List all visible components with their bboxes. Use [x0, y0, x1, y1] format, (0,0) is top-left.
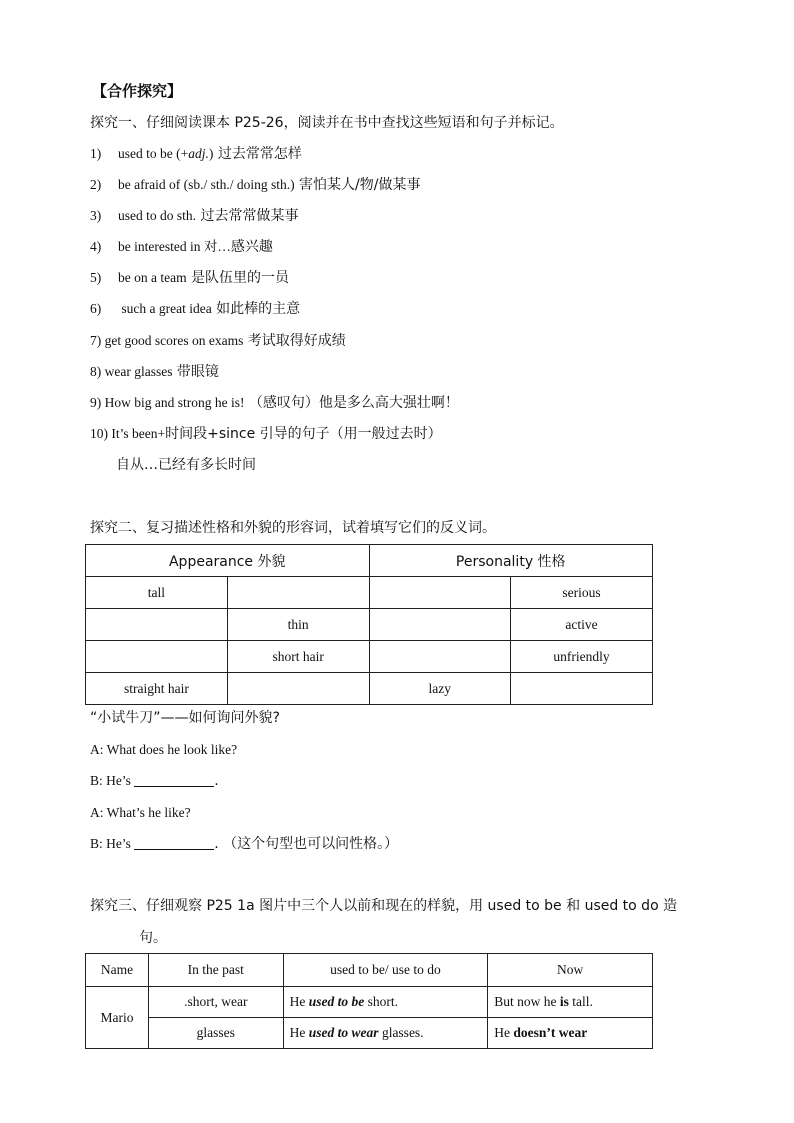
- phrase-number: 5): [90, 270, 102, 285]
- personality-header: Personality 性格: [369, 545, 653, 577]
- phrase-chinese: 时间段+since 引导的句子（用一般过去时）: [165, 426, 442, 442]
- table-cell: serious: [511, 577, 653, 609]
- table-cell: tall: [86, 577, 228, 609]
- dialog-text: A: What does he look like?: [90, 742, 238, 757]
- phrase-10-meaning: 自从…已经有多长时间: [116, 457, 256, 473]
- past-cell: glasses: [148, 1018, 283, 1049]
- dialog-tail: . （这个句型也可以问性格。）: [214, 836, 399, 852]
- table-row: [86, 1018, 653, 1049]
- phrase-english-italic: adj.: [188, 146, 209, 161]
- phrase-chinese: （感叹句）他是多么高大强壮啊！: [244, 395, 459, 411]
- phrase-item: [90, 144, 302, 164]
- phrase-english: 9) How big and strong he is!: [90, 395, 245, 410]
- table-cell: active: [511, 609, 653, 641]
- phrase-item: [90, 237, 273, 257]
- table-cell: straight hair: [86, 673, 228, 705]
- table-cell[interactable]: [227, 577, 369, 609]
- antonym-table: [85, 544, 653, 705]
- practice-title: “小试牛刀”——如何询问外貌?: [90, 710, 280, 726]
- phrase-number: 4): [90, 239, 102, 254]
- table-cell[interactable]: [369, 577, 511, 609]
- now-cell[interactable]: He doesn’t wear: [488, 1018, 653, 1049]
- phrase-number: 1): [90, 146, 102, 161]
- phrase-number: 3): [90, 208, 102, 223]
- dialog-line: [90, 740, 237, 760]
- table-row: [86, 987, 653, 1018]
- past-now-table: [85, 953, 653, 1049]
- table-row: [86, 641, 653, 673]
- phrase-chinese: 过去常常做某事: [196, 208, 299, 224]
- phrase-chinese: 是队伍里的一员: [186, 270, 290, 286]
- table-cell[interactable]: [227, 673, 369, 705]
- phrase-english: used to do sth.: [118, 208, 197, 223]
- appearance-header: Appearance 外貌: [86, 545, 370, 577]
- dialog-line: [90, 803, 191, 823]
- phrase-number: 6): [90, 301, 102, 316]
- answer-blank[interactable]: [134, 835, 214, 850]
- phrase-english: used to be (+: [118, 146, 189, 161]
- phrase-english: be interested in 对…: [118, 239, 231, 254]
- table-row: [86, 673, 653, 705]
- phrase-english: 8) wear glasses: [90, 364, 173, 379]
- name-header: Name: [86, 954, 149, 987]
- phrase-english: be afraid of (sb./ sth./ doing sth.): [118, 177, 295, 192]
- section2-title: 探究二、复习描述性格和外貌的形容词，试着填写它们的反义词。: [90, 520, 496, 536]
- section1-title: 探究一、仔细阅读课本 P25-26，阅读并在书中查找这些短语和句子并标记。: [90, 115, 564, 131]
- phrase-item: [90, 331, 346, 351]
- dialog-line: [90, 771, 219, 791]
- past-cell: .short, wear: [148, 987, 283, 1018]
- table-row: [86, 577, 653, 609]
- table-header-row: [86, 545, 653, 577]
- phrase-chinese: 过去常常怎样: [213, 146, 302, 162]
- phrase-item: [90, 393, 459, 413]
- used-to-cell: He used to be short.: [283, 987, 488, 1018]
- phrase-english: be on a team: [118, 270, 187, 285]
- now-cell: But now he is tall.: [488, 987, 653, 1018]
- phrase-number: 2): [90, 177, 102, 192]
- dialog-tail: .: [214, 773, 219, 789]
- phrase-chinese: 考试取得好成绩: [243, 333, 346, 349]
- table-cell: thin: [227, 609, 369, 641]
- phrase-item: [90, 268, 289, 288]
- table-cell[interactable]: [511, 673, 653, 705]
- table-cell: short hair: [227, 641, 369, 673]
- phrase-item: [90, 424, 442, 444]
- dialog-text: A: What’s he like?: [90, 805, 191, 820]
- dialog-line: [90, 834, 398, 854]
- name-cell: Mario: [86, 987, 149, 1049]
- answer-blank[interactable]: [134, 772, 214, 787]
- phrase-english: 7) get good scores on exams: [90, 333, 244, 348]
- dialog-text: B: He’s: [90, 773, 135, 788]
- phrase-chinese: 如此棒的主意: [211, 301, 301, 317]
- table-header-row: [86, 954, 653, 987]
- used-to-cell: He used to wear glasses.: [283, 1018, 488, 1049]
- phrase-english: such a great idea: [118, 301, 212, 316]
- phrase-item: [90, 299, 300, 319]
- phrase-item: [90, 206, 298, 226]
- phrase-item: [90, 175, 421, 195]
- table-cell[interactable]: [86, 641, 228, 673]
- section3-title-line2: 句。: [139, 930, 167, 946]
- section3-title-line1: 探究三、仔细观察 P25 1a 图片中三个人以前和现在的样貌，用 used to be 和 used to do 造: [90, 898, 678, 914]
- phrase-english: 10) It’s been+: [90, 426, 166, 441]
- table-cell[interactable]: [369, 609, 511, 641]
- phrase-chinese: 害怕某人/物/做某事: [294, 177, 421, 193]
- table-row: [86, 609, 653, 641]
- table-cell: unfriendly: [511, 641, 653, 673]
- phrase-item: [90, 362, 219, 382]
- table-cell: lazy: [369, 673, 511, 705]
- phrase-chinese: 感兴趣: [230, 239, 273, 255]
- used-to-header: used to be/ use to do: [283, 954, 488, 987]
- past-header: In the past: [148, 954, 283, 987]
- phrase-chinese: 带眼镜: [172, 364, 219, 380]
- section-heading: 【合作探究】: [92, 82, 183, 100]
- table-cell[interactable]: [369, 641, 511, 673]
- phrase-english-tail: ): [208, 146, 214, 161]
- table-cell[interactable]: [86, 609, 228, 641]
- now-header: Now: [488, 954, 653, 987]
- dialog-text: B: He’s: [90, 836, 135, 851]
